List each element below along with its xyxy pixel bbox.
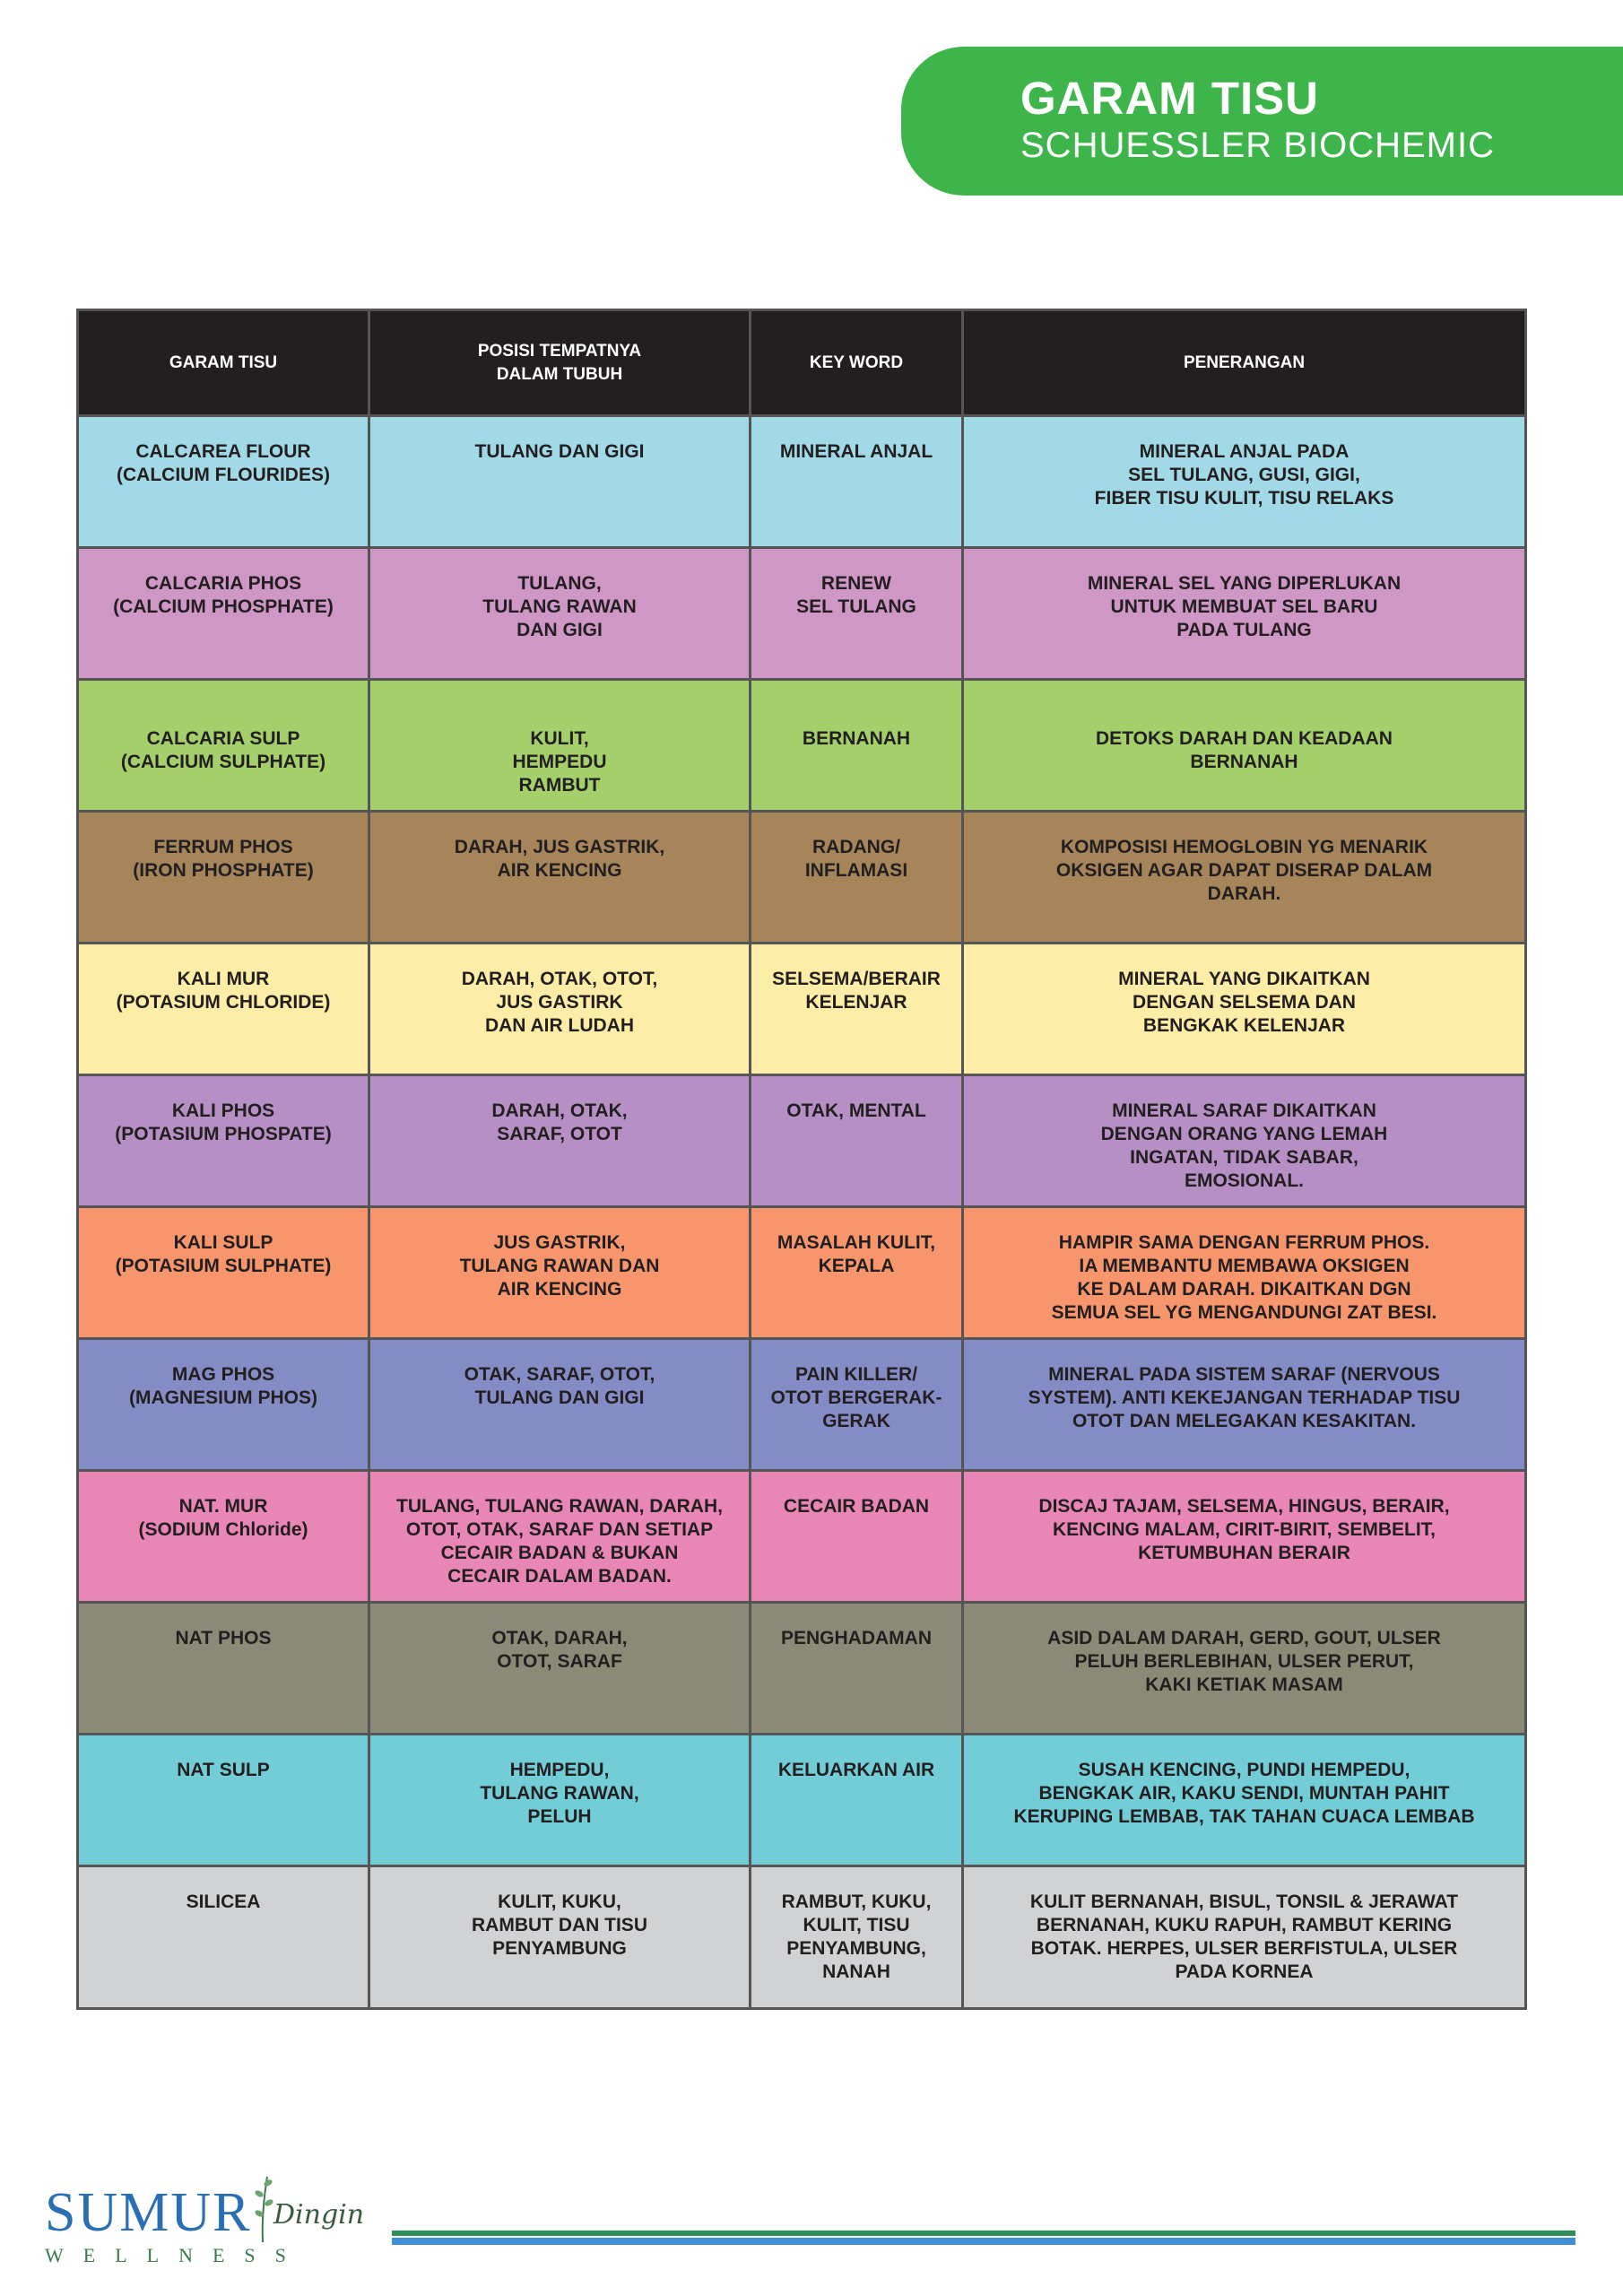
cell-salt-name: KALI PHOS (POTASIUM PHOSPATE) [78,1075,369,1207]
logo-sub-text: WELLNESS [45,2244,306,2266]
logo-script-text: Dingin [273,2199,365,2231]
cell-description: DISCAJ TAJAM, SELSEMA, HINGUS, BERAIR, KENCING MALAM, CIRIT-BIRIT, SEMBELIT, KETUMBUHAN BERAIR [963,1471,1526,1603]
cell-description: MINERAL ANJAL PADA SEL TULANG, GUSI, GIGI, FIBER TISU KULIT, TISU RELAKS [963,416,1526,548]
cell-body-position: DARAH, JUS GASTRIK, AIR KENCING [369,812,751,944]
cell-body-position: TULANG, TULANG RAWAN DAN GIGI [369,548,751,680]
cell-salt-name: MAG PHOS (MAGNESIUM PHOS) [78,1339,369,1471]
cell-salt-name: FERRUM PHOS (IRON PHOSPHATE) [78,812,369,944]
cell-body-position: OTAK, DARAH, OTOT, SARAF [369,1603,751,1735]
leaf-icon [249,2172,276,2244]
cell-keyword: OTAK, MENTAL [751,1075,963,1207]
table-header-row [78,310,1526,416]
logo-main-text: SUMUR [45,2182,252,2243]
cell-salt-name: CALCARIA SULP (CALCIUM SULPHATE) [78,680,369,812]
cell-keyword: KELUARKAN AIR [751,1735,963,1866]
cell-keyword: SELSEMA/BERAIR KELENJAR [751,944,963,1075]
cell-description: KOMPOSISI HEMOGLOBIN YG MENARIK OKSIGEN AGAR DAPAT DISERAP DALAM DARAH. [963,812,1526,944]
cell-keyword: CECAIR BADAN [751,1471,963,1603]
table-row [78,1866,1526,2009]
cell-keyword: PAIN KILLER/ OTOT BERGERAK- GERAK [751,1339,963,1471]
table-row [78,1471,1526,1603]
cell-body-position: DARAH, OTAK, SARAF, OTOT [369,1075,751,1207]
cell-salt-name: NAT PHOS [78,1603,369,1735]
cell-description: KULIT BERNANAH, BISUL, TONSIL & JERAWAT BERNANAH, KUKU RAPUH, RAMBUT KERING BOTAK. HERPES, ULSER BERFISTULA, ULSER PADA KORNEA [963,1866,1526,2009]
cell-description: ASID DALAM DARAH, GERD, GOUT, ULSER PELUH BERLEBIHAN, ULSER PERUT, KAKI KETIAK MASAM [963,1603,1526,1735]
cell-salt-name: NAT SULP [78,1735,369,1866]
cell-description: HAMPIR SAMA DENGAN FERRUM PHOS. IA MEMBANTU MEMBAWA OKSIGEN KE DALAM DARAH. DIKAITKAN DGN SEMUA SEL YG MENGANDUNGI ZAT BESI. [963,1207,1526,1339]
column-header-description: PENERANGAN [963,310,1526,416]
cell-keyword: PENGHADAMAN [751,1603,963,1735]
table-row [78,1735,1526,1866]
page-title: GARAM TISU [1020,73,1319,124]
cell-salt-name: NAT. MUR (SODIUM Chloride) [78,1471,369,1603]
cell-description: SUSAH KENCING, PUNDI HEMPEDU, BENGKAK AIR, KAKU SENDI, MUNTAH PAHIT KERUPING LEMBAB, TAK TAHAN CUACA LEMBAB [963,1735,1526,1866]
cell-description: MINERAL YANG DIKAITKAN DENGAN SELSEMA DAN BENGKAK KELENJAR [963,944,1526,1075]
cell-description: MINERAL SARAF DIKAITKAN DENGAN ORANG YANG LEMAH INGATAN, TIDAK SABAR, EMOSIONAL. [963,1075,1526,1207]
cell-description: MINERAL PADA SISTEM SARAF (NERVOUS SYSTEM). ANTI KEKEJANGAN TERHADAP TISU OTOT DAN MELEGAKAN KESAKITAN. [963,1339,1526,1471]
table-row [78,416,1526,548]
table-row [78,1339,1526,1471]
cell-body-position: TULANG DAN GIGI [369,416,751,548]
cell-keyword: RAMBUT, KUKU, KULIT, TISU PENYAMBUNG, NANAH [751,1866,963,2009]
cell-salt-name: CALCARIA PHOS (CALCIUM PHOSPHATE) [78,548,369,680]
cell-body-position: JUS GASTRIK, TULANG RAWAN DAN AIR KENCING [369,1207,751,1339]
tissue-salts-table [76,309,1527,2010]
cell-keyword: MINERAL ANJAL [751,416,963,548]
cell-body-position: DARAH, OTAK, OTOT, JUS GASTIRK DAN AIR LUDAH [369,944,751,1075]
cell-keyword: MASALAH KULIT, KEPALA [751,1207,963,1339]
cell-keyword: RENEW SEL TULANG [751,548,963,680]
cell-body-position: KULIT, KUKU, RAMBUT DAN TISU PENYAMBUNG [369,1866,751,2009]
footer-divider-blue [392,2238,1575,2245]
table-row [78,1075,1526,1207]
column-header-position: POSISI TEMPATNYA DALAM TUBUH [369,310,751,416]
cell-salt-name: KALI SULP (POTASIUM SULPHATE) [78,1207,369,1339]
cell-salt-name: CALCAREA FLOUR (CALCIUM FLOURIDES) [78,416,369,548]
table-row [78,812,1526,944]
cell-salt-name: SILICEA [78,1866,369,2009]
cell-body-position: KULIT, HEMPEDU RAMBUT [369,680,751,812]
cell-keyword: BERNANAH [751,680,963,812]
table-row [78,1603,1526,1735]
table-row [78,1207,1526,1339]
cell-body-position: OTAK, SARAF, OTOT, TULANG DAN GIGI [369,1339,751,1471]
column-header-salt: GARAM TISU [78,310,369,416]
cell-salt-name: KALI MUR (POTASIUM CHLORIDE) [78,944,369,1075]
table-row [78,548,1526,680]
cell-body-position: TULANG, TULANG RAWAN, DARAH, OTOT, OTAK, SARAF DAN SETIAP CECAIR BADAN & BUKAN CECAIR DALAM BADAN. [369,1471,751,1603]
sumur-dingin-logo [45,2172,386,2266]
table-row [78,680,1526,812]
table-row [78,944,1526,1075]
footer-divider-green [392,2231,1575,2236]
page-subtitle: SCHUESSLER BIOCHEMIC [1020,126,1495,165]
cell-description: MINERAL SEL YANG DIPERLUKAN UNTUK MEMBUAT SEL BARU PADA TULANG [963,548,1526,680]
cell-body-position: HEMPEDU, TULANG RAWAN, PELUH [369,1735,751,1866]
cell-keyword: RADANG/ INFLAMASI [751,812,963,944]
cell-description: DETOKS DARAH DAN KEADAAN BERNANAH [963,680,1526,812]
header-banner [901,47,1623,196]
column-header-keyword: KEY WORD [751,310,963,416]
